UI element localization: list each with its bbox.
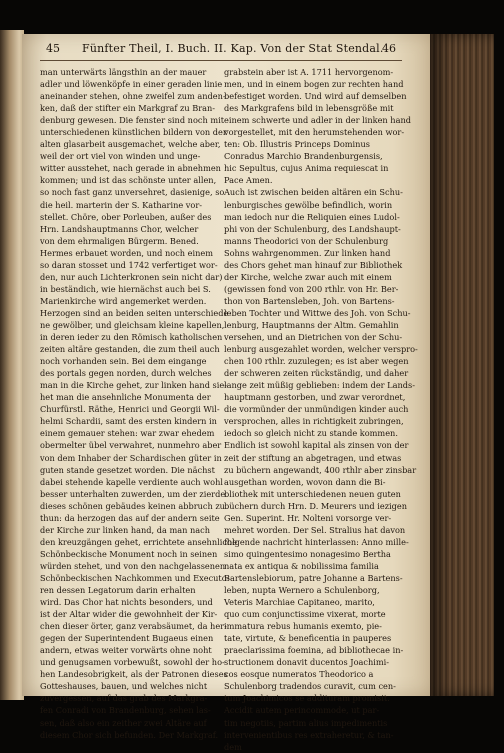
text-line: ten: Ob. Illustris Princeps Dominus — [224, 139, 370, 150]
right-text-column — [224, 66, 418, 752]
text-line: einem gemauer stehen: war zwar ehedem — [40, 428, 215, 439]
text-line: Bartenslebiorum, patre Johanne a Bartens- — [224, 572, 403, 583]
text-line: (gewissen fond von 200 rthlr. von Hr. Ber- — [224, 283, 399, 294]
text-line: Accidit autem perincommode, ut par- — [224, 705, 380, 716]
page-number-left: 45 — [46, 42, 60, 55]
text-line: von dem Inhaber der Schardischen güter in — [40, 452, 222, 463]
text-line: quo cum conjunctissime vixerat, morte — [224, 609, 386, 620]
text-line: thun: da herzogen das auf der andern seite — [40, 512, 220, 523]
text-line: befestiget worden. Und wird auf demselben — [224, 91, 407, 102]
text-line: leben Tochter und Wittwe des Joh. von Schu- — [224, 307, 411, 318]
text-line: zeiten altäre gestanden, die zum theil auch — [40, 344, 220, 355]
text-line: ne gewölber, und gleichsam kleine kapellen, — [40, 319, 225, 330]
text-line: chen 100 rthlr. zuzulegen; es ist aber wegen — [224, 356, 409, 367]
text-line: zuvergessen, auf das grab des Markgra- — [40, 693, 208, 704]
text-line: man in die Kirche gehet, zur linken hand sie- — [40, 380, 227, 391]
text-line: ken, daß der stifter ein Markgraf zu Bran- — [40, 103, 216, 114]
text-line: der schweren zeiten rückständig, und daher — [224, 368, 409, 379]
text-line: des Markgrafens bild in lebensgröße mit — [224, 103, 394, 114]
text-line: Schönbeckische Monument noch in seinen — [40, 548, 218, 559]
text-line: die heil. marterin der S. Katharine vor- — [40, 199, 203, 210]
text-line: praeclarissima foemina, ad bibliothecae in- — [224, 645, 404, 656]
text-line: gegen der Superintendent Bugaeus einen — [40, 633, 214, 644]
text-line: Herzogen sind an beiden seiten unterschiede- — [40, 307, 232, 318]
text-line: Hrn. Landshauptmanns Chor, welcher — [40, 223, 199, 234]
text-line: wird. Das Chor hat nichts besonders, und — [40, 597, 213, 608]
text-line: einem schwerte und adler in der linken hand — [224, 115, 411, 126]
text-line: leben, nupta Wernero a Schulenborg, — [224, 585, 380, 596]
text-line: adler und löwenköpfe in einer geraden linie — [40, 79, 223, 90]
text-line: von dem ehrmaligen Bürgerm. Bened. — [40, 235, 199, 246]
text-line: Schönbeckischen Nachkommen und Executo- — [40, 572, 230, 583]
text-line: Hermes erbauet worden, und noch einem — [40, 247, 214, 258]
text-line: cos eosque numeratos Theodorico a — [224, 669, 374, 680]
text-line: in deren ieder zu den Römisch katholischen — [40, 332, 223, 343]
text-line: structionem donavit ducentos Joachimi- — [224, 657, 390, 668]
text-line: ren dessen Legatorum darin erhalten — [40, 585, 196, 596]
text-line: mehret worden. Der Sel. Stralius hat davon — [224, 524, 406, 535]
text-line: den, nur auch Lichterkronen sein nicht dar) — [40, 271, 223, 282]
text-line: aneinander stehen, ohne zweifel zum anden- — [40, 91, 226, 102]
text-line: dabei stehende kapelle verdiente auch wohl — [40, 476, 224, 487]
text-line: würden stehet, und von den nachgelassenen — [40, 560, 226, 571]
text-line: iedoch so gleich nicht zu stande kommen. — [224, 428, 398, 439]
text-line: versprochen, alles in richtigkeit zubringen, — [224, 416, 404, 427]
text-line: Marienkirche wird angemerket werden. — [40, 295, 207, 306]
text-line: man unterwärts längsthin an der mauer — [40, 67, 207, 77]
text-line: hic Sepultus, cujus Anima requiescat in — [224, 163, 389, 174]
text-line: guten stande gesetzet worden. Die nächst — [40, 464, 215, 475]
text-line: thon von Bartensleben, Joh. von Bartens- — [224, 295, 395, 306]
text-line: Auch ist zwischen beiden altären ein Schu- — [224, 187, 403, 198]
text-line: folgende nachricht hinterlassen: Anno mille- — [224, 536, 409, 547]
text-line: nata ex antiqua & nobilissima familia — [224, 560, 379, 571]
text-line: ausgethan worden, wovon dann die Bi- — [224, 476, 386, 487]
text-line: unterschiedenen künstlichen bildern von der — [40, 127, 227, 138]
text-line: so daran stosset und 1742 verfertiget wor- — [40, 259, 218, 270]
text-line: dieses schönen gebäudes keinen abbruch zu — [40, 500, 225, 511]
text-line: zeit der stiftung an abgetragen, und etwas — [224, 452, 402, 463]
text-line: zu büchern angewandt, 400 rthlr aber zinsbar — [224, 464, 417, 475]
text-line: tim negotiis, partim alius impedimentis — [224, 717, 388, 728]
text-line: bliothek mit unterschiedenen neuen guten — [224, 488, 401, 499]
text-line: obermelter übel verwahret, nunmehro aber — [40, 440, 222, 451]
text-line: weil der ort viel von winden und unge- — [40, 151, 201, 162]
text-line: dem — [224, 741, 242, 752]
text-line: denburg gewesen. Die fenster sind noch mit — [40, 115, 225, 126]
running-title: Fünfter Theil, I. Buch. II. Kap. Von der Stat Stendal. — [82, 42, 384, 55]
text-line: Sohns wahrgenommen. Zur linken hand — [224, 247, 391, 258]
text-line: Schulenborg tradendos curavit, cum cen- — [224, 681, 396, 692]
facing-page-edge — [0, 30, 24, 700]
text-line: sen, daß also ein zeither zwei Altäre auf — [40, 717, 207, 728]
text-line: het man die ansehnliche Monumenta der — [40, 392, 211, 403]
text-line: der Kirche zur linken hand, da man nach — [40, 524, 210, 535]
header-rule — [40, 60, 402, 61]
text-line: lenburg, Hauptmanns der Altm. Gemahlin — [224, 319, 399, 330]
text-line: grabstein aber ist A. 1711 hervorgenom- — [224, 67, 394, 77]
text-line: und genugsamen vorbewußt, sowohl der ho- — [40, 657, 225, 668]
text-line: noch vorhanden sein. Bei dem eingange — [40, 356, 207, 367]
text-line: phi von der Schulenburg, des Landshaupt- — [224, 223, 401, 234]
text-line: der Kirche, welche zwar auch mit einem — [224, 271, 392, 282]
text-line: vorgestellet, mit den herumstehenden wor- — [224, 127, 405, 138]
text-line: büchern durch Hrn. D. Meurers und iezigen — [224, 500, 408, 511]
text-line: diesem Chor sich befunden. Der Markgraf. — [40, 729, 219, 740]
text-line: so noch fast ganz unversehret, dasienige, so — [40, 187, 225, 198]
text-line: andern, etwas weiter vorwärts ohne noht — [40, 645, 212, 656]
text-line: Veteris Marchiae Capitaneo, marito, — [224, 597, 375, 608]
text-line: man iedoch nur die Reliquien eines Ludol- — [224, 211, 400, 222]
text-line: hauptmann gestorben, und zwar verordnet, — [224, 392, 406, 403]
text-line: intervenientibus res extraheretur, & tan- — [224, 729, 394, 740]
text-line: des portals gegen norden, durch welches — [40, 368, 212, 379]
text-line: ist der Altar wider die gewohnheit der Kir- — [40, 609, 218, 620]
text-line: Churfürstl. Räthe, Henrici und Georgii Wil- — [40, 404, 220, 415]
text-line: tum Joachimicos se addituram promisit. — [224, 693, 390, 704]
text-line: lenburgisches gewölbe befindlich, worin — [224, 199, 393, 210]
text-line: in beständich, wie hiernächst auch bei S. — [40, 283, 211, 294]
text-line: den kreuzgängen gehet, errichtete ansehnliche — [40, 536, 238, 547]
text-line: manns Theodorici von der Schulenburg — [224, 235, 389, 246]
page-number-right: 46 — [382, 42, 396, 55]
text-line: Conradus Marchio Brandenburgensis, — [224, 151, 383, 162]
text-line: alten glasarbeit ausgemachet, welche aber, — [40, 139, 221, 150]
text-line: fen Conradi von Brandenburg, sehen las- — [40, 705, 211, 716]
text-line: tate, virtute, & beneficentia in pauperes — [224, 633, 392, 644]
text-line: men, und in einem bogen zur rechten hand — [224, 79, 404, 90]
text-line: witter ausstehet, nach gerade in abnehmen — [40, 163, 221, 174]
text-line: lenburg ausgezahlet worden, welcher verspro- — [224, 344, 418, 355]
text-line: stellet. Chöre, ober Porleuben, außer des — [40, 211, 212, 222]
text-line: Gen. Superint. Hr. Nolteni vorsorge ver- — [224, 512, 392, 523]
text-line: die vormünder der unmündigen kinder auch — [224, 404, 409, 415]
text-line: hen Landesobrigkeit, als der Patronen dieses — [40, 669, 228, 680]
text-line: immatura rebus humanis exemto, pie- — [224, 621, 382, 632]
text-line: Gotteshauses, bauen, und welches nicht — [40, 681, 208, 692]
book-fore-edge — [430, 34, 494, 696]
left-text-column — [40, 66, 238, 740]
text-line: chen dieser örter, ganz verabsäumet, da her- — [40, 621, 227, 632]
text-line: Pace Amen. — [224, 175, 273, 186]
text-line: besser unterhalten zuwerden, um der zierde — [40, 488, 226, 499]
text-line: simo quingentesimo nonagesimo Bertha — [224, 548, 391, 559]
text-line: versehen, und an Dietrichen von der Schu- — [224, 332, 403, 343]
page-header — [40, 42, 420, 60]
text-line: helmi Schardii, samt des ersten kindern in — [40, 416, 217, 427]
text-line: lange zeit müßig geblieben: indem der Lands- — [224, 380, 415, 391]
text-line: Endlich ist sowohl kapital als zinsen von der — [224, 440, 409, 451]
text-line: des Chors gehet man hinauf zur Bibliothek — [224, 259, 403, 270]
text-line: kommen; und ist das schönste unter allen, — [40, 175, 217, 186]
